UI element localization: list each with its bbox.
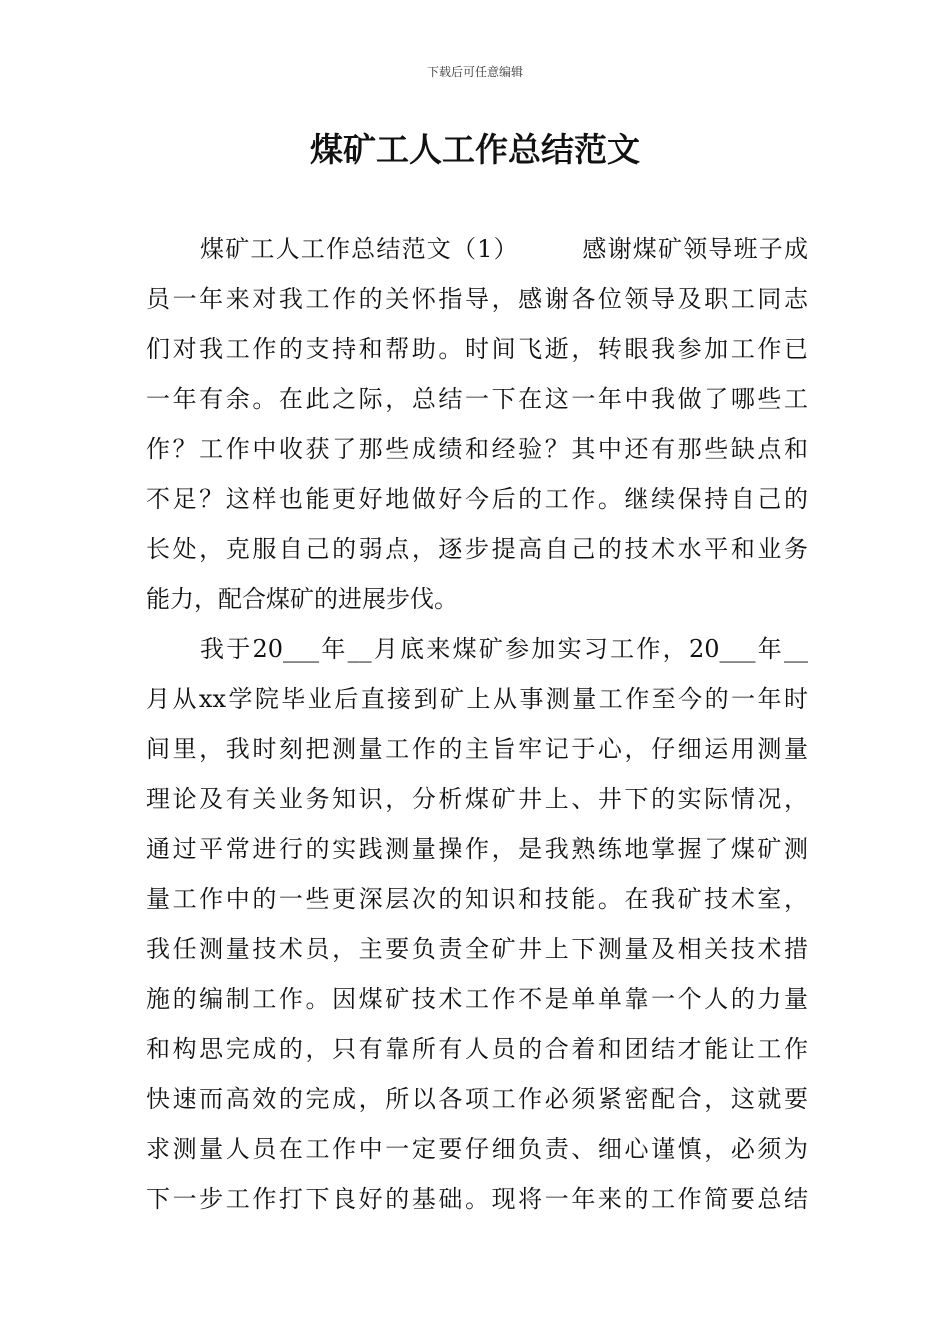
paragraph-2-line-9: 和构思完成的，只有靠所有人员的合着和团结才能让工作 [146, 1035, 808, 1063]
paragraph-1-line-4: 一年有余。在此之际，总结一下在这一年中我做了哪些工 [146, 385, 808, 413]
paragraph-2-line-5: 通过平常进行的实践测量操作，是我熟练地掌握了煤矿测 [146, 835, 808, 863]
paragraph-1-line-6: 不足？这样也能更好地做好今后的工作。继续保持自己的 [146, 485, 808, 513]
paragraph-2-line-11: 求测量人员在工作中一定要仔细负责、细心谨慎，必须为 [146, 1135, 808, 1163]
paragraph-1-line-3: 们对我工作的支持和帮助。时间飞逝，转眼我参加工作已 [146, 335, 808, 363]
paragraph-2-line-4: 理论及有关业务知识，分析煤矿井上、井下的实际情况， [146, 785, 808, 813]
paragraph-2-line-12: 下一步工作打下良好的基础。现将一年来的工作简要总结 [146, 1185, 808, 1213]
document-title: 煤矿工人工作总结范文 [310, 130, 640, 169]
header-note: 下载后可任意编辑 [426, 65, 523, 79]
paragraph-2-line-2: 月从xx学院毕业后直接到矿上从事测量工作至今的一年时 [146, 685, 808, 713]
document-body [146, 224, 808, 1224]
paragraph-2-line-7: 我任测量技术员，主要负责全矿井上下测量及相关技术措 [146, 935, 808, 963]
paragraph-2-line-8: 施的编制工作。因煤矿技术工作不是单单靠一个人的力量 [146, 985, 808, 1013]
paragraph-2-line-10: 快速而高效的完成，所以各项工作必须紧密配合，这就要 [146, 1085, 808, 1113]
paragraph-2-line-1: 我于20___年__月底来煤矿参加实习工作，20___年__ [200, 635, 808, 663]
paragraph-2-line-6: 量工作中的一些更深层次的知识和技能。在我矿技术室， [146, 885, 808, 913]
paragraph-2-line-3: 间里，我时刻把测量工作的主旨牢记于心，仔细运用测量 [146, 735, 808, 763]
paragraph-1-line-8: 能力，配合煤矿的进展步伐。 [146, 585, 458, 613]
paragraph-1-line-1: 煤矿工人工作总结范文（1） 感谢煤矿领导班子成 [200, 235, 808, 263]
paragraph-1-line-2: 员一年来对我工作的关怀指导，感谢各位领导及职工同志 [146, 285, 808, 313]
paragraph-1-line-7: 长处，克服自己的弱点，逐步提高自己的技术水平和业务 [146, 535, 808, 563]
paragraph-1-line-5: 作？工作中收获了那些成绩和经验？其中还有那些缺点和 [146, 435, 808, 463]
